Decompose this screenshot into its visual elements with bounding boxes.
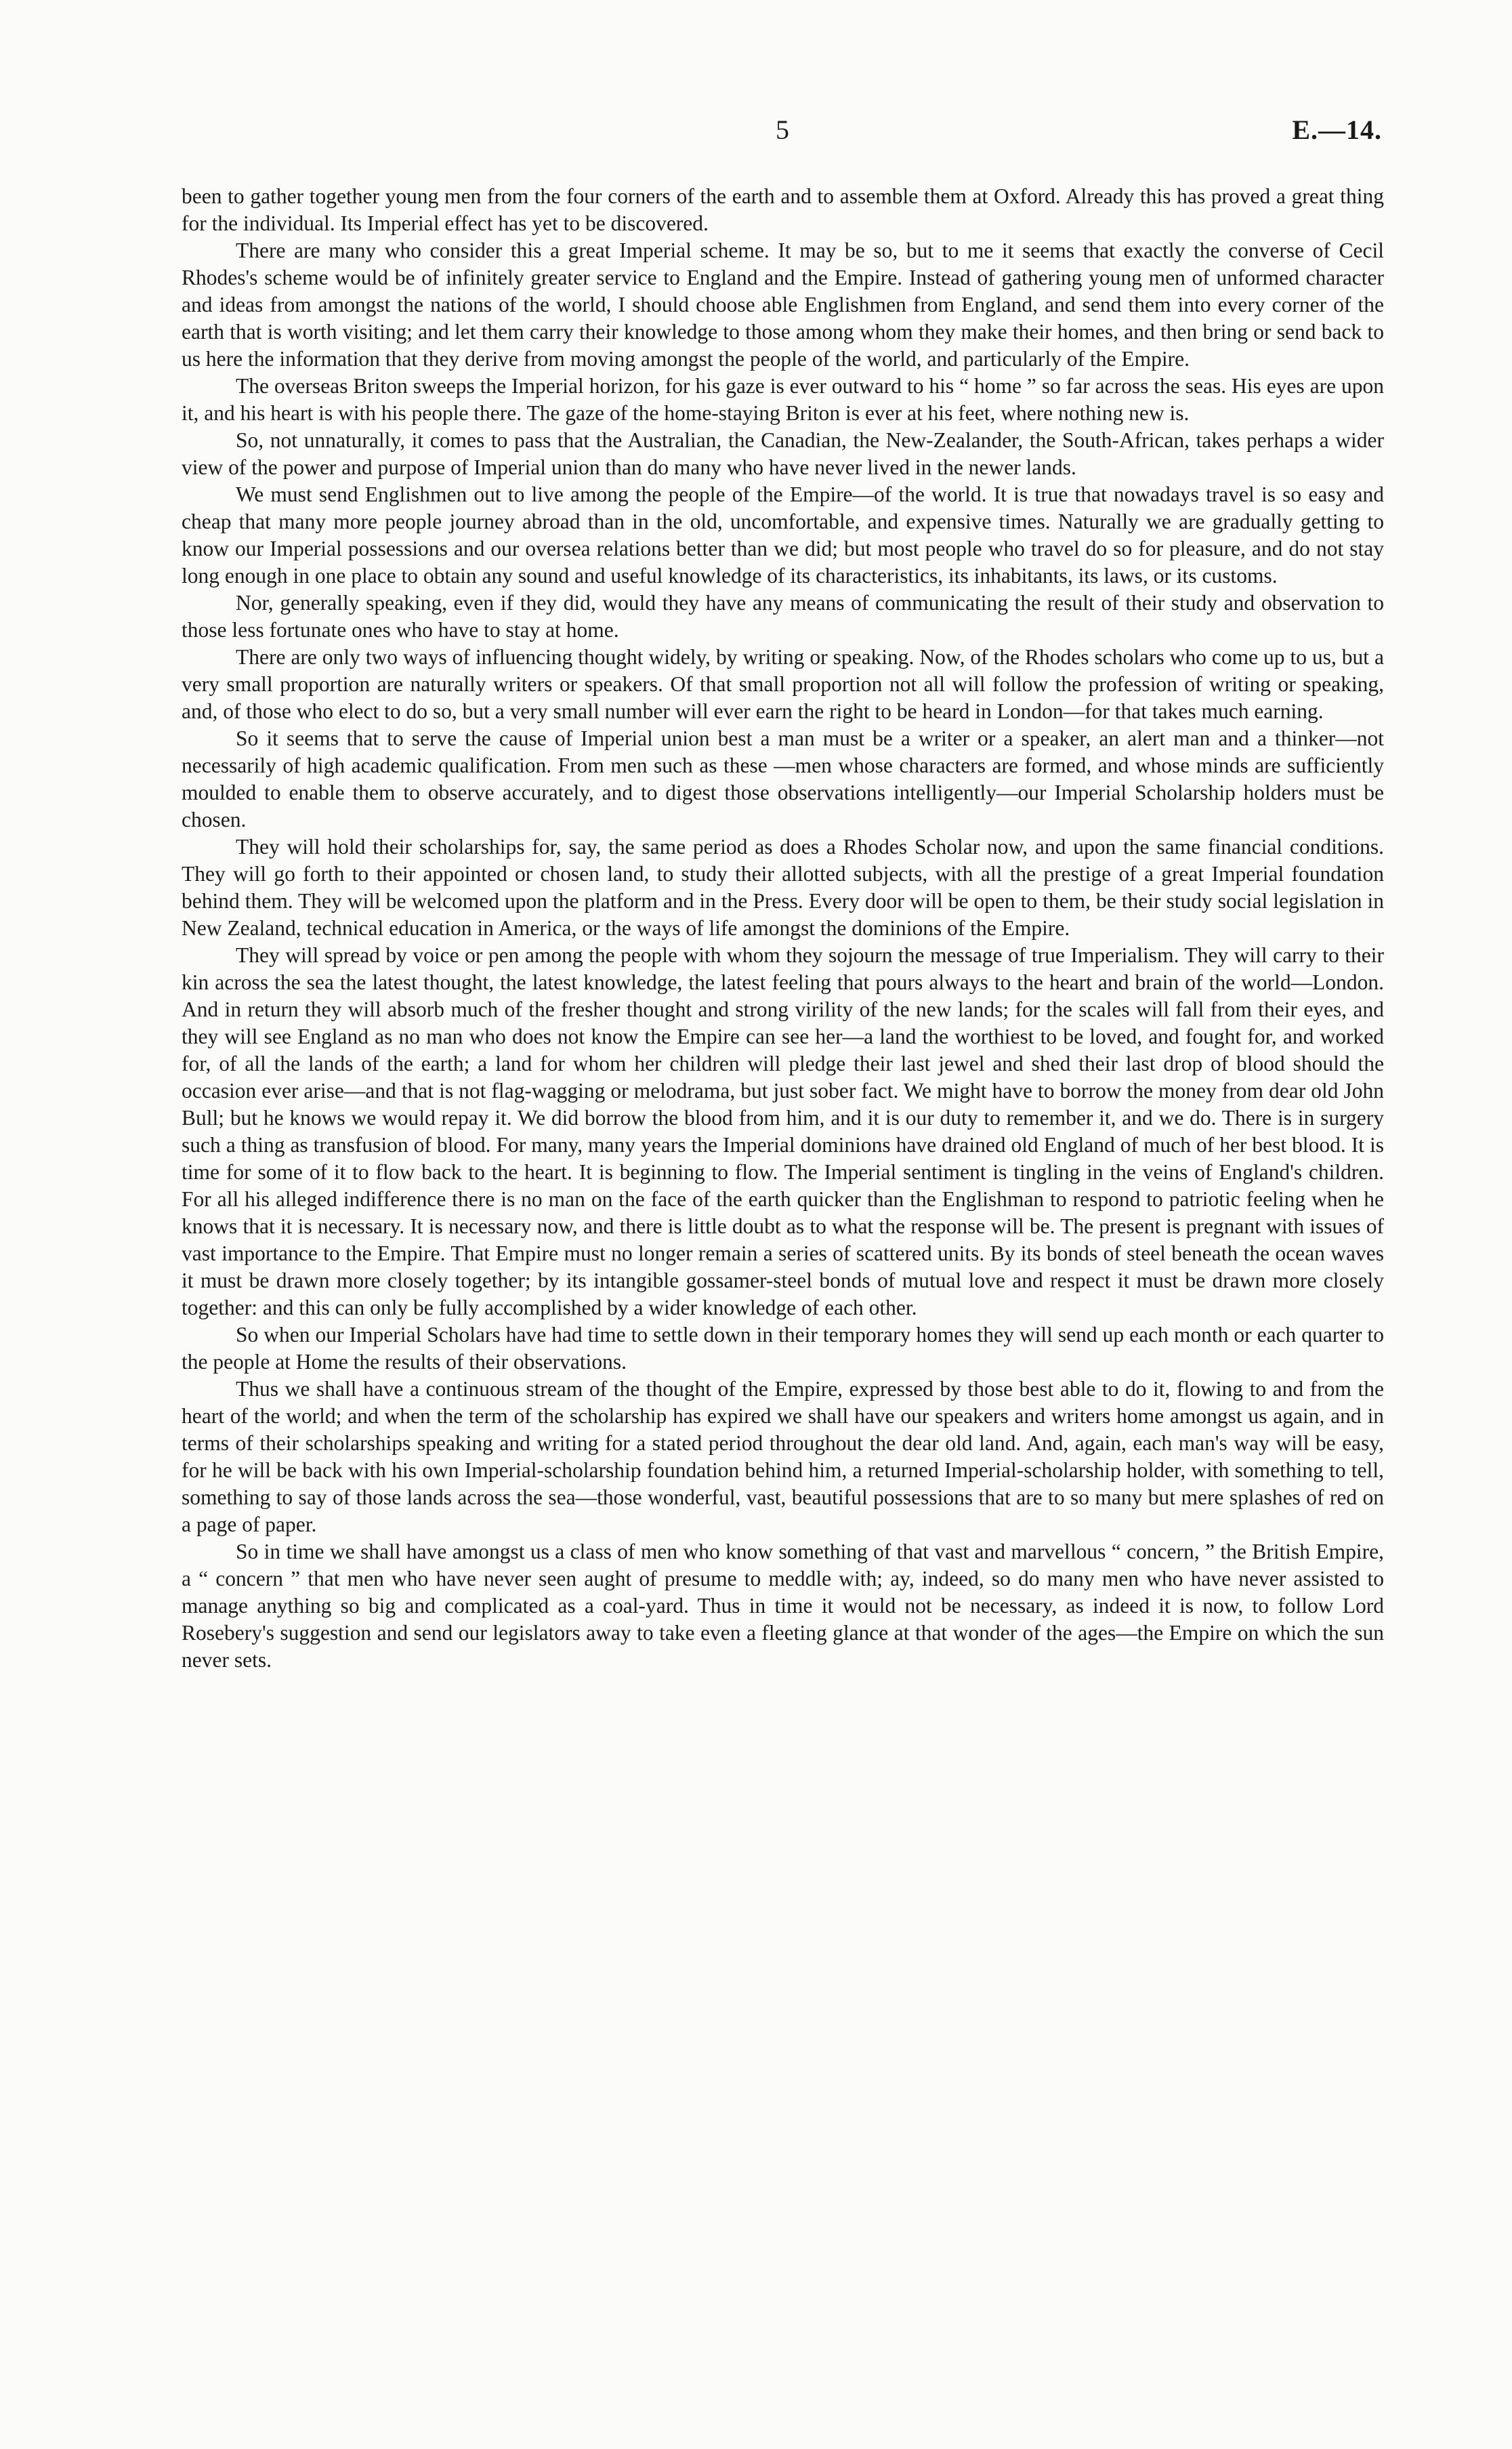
paragraph: Nor, generally speaking, even if they did, would they have any means of communicating the result of their study and observation to those less fortunate ones who have to stay at home. xyxy=(182,591,1384,642)
paragraph: We must send Englishmen out to live among the people of the Empire—of the world. It is true that nowadays travel is so easy and cheap that many more people journey abroad than in the old, uncomfortable, and expensive times. Naturally we are gradually getting to know our Imperial possessions and our oversea relations better than we did; but most people who travel do so for pleasure, and do not stay long enough in one place to obtain any sound and useful knowledge of its characteristics, its inhabitants, its laws, or its customs. xyxy=(182,482,1384,588)
paragraph: They will hold their scholarships for, say, the same period as does a Rhodes Scholar now, and upon the same financial conditions. They will go forth to their appointed or chosen land, to study their allotted subjects, with all the prestige of a great Imperial foundation behind them. They will be welcomed upon the platform and in the Press. Every door will be open to them, be their study social legislation in New Zealand, technical education in America, or the ways of life amongst the dominions of the Empire. xyxy=(182,835,1384,940)
paragraph: There are many who consider this a great Imperial scheme. It may be so, but to me it seems that exactly the converse of Cecil Rhodes's scheme would be of infinitely greater service to England and the Empire. Instead of gathering young men of unformed character and ideas from amongst the nations of the world, I should choose able Englishmen from England, and send them into every corner of the earth that is worth visiting; and let them carry their knowledge to those among whom they make their homes, and then bring or send back to us here the information that they derive from moving amongst the people of the world, and particularly of the Empire. xyxy=(182,239,1384,371)
paragraph: So in time we shall have amongst us a class of men who know something of that vast and marvellous “ concern, ” the British Empire, a “ concern ” that men who have never seen aught of presume to meddle with; ay, indeed, so do many men who have never assisted to manage anything so big and complicated as a coal-yard. Thus in time it would not be necessary, as indeed it is now, to follow Lord Rosebery's suggestion and send our legislators away to take even a fleeting glance at that wonder of the ages—the Empire on which the sun never sets. xyxy=(182,1540,1384,1672)
paragraph: been to gather together young men from the four corners of the earth and to assemble them at Oxford. Already this has proved a great thing for the individual. Its Imperial effect has yet to be discovered. xyxy=(182,184,1384,235)
paragraph: Thus we shall have a continuous stream of the thought of the Empire, expressed by those best able to do it, flowing to and from the heart of the world; and when the term of the scholarship has expired we shall have our speakers and writers home amongst us again, and in terms of their scholarships speaking and writing for a stated period throughout the dear old land. And, again, each man's way will be easy, for he will be back with his own Imperial-scholarship foundation behind him, a returned Imperial-scholarship holder, with something to tell, something to say of those lands across the sea—those wonderful, vast, beautiful possessions that are to so many but mere splashes of red on a page of paper. xyxy=(182,1377,1384,1536)
page-header xyxy=(183,114,1382,155)
paragraph: There are only two ways of influencing thought widely, by writing or speaking. Now, of the Rhodes scholars who come up to us, but a very small proportion are naturally writers or speakers. Of that small proportion not all will follow the profession of writing or speaking, and, of those who elect to do so, but a very small number will ever earn the right to be heard in London—for that takes much earning. xyxy=(182,645,1384,723)
body-text xyxy=(182,183,1384,1674)
paragraph: So it seems that to serve the cause of Imperial union best a man must be a writer or a speaker, an alert man and a thinker—not necessarily of high academic qualification. From men such as these —men whose characters are formed, and whose minds are sufficiently moulded to enable them to observe accurately, and to digest those observations intelligently—our Imperial Scholarship holders must be chosen. xyxy=(182,726,1384,831)
document-reference: E.—14. xyxy=(1292,115,1382,145)
paragraph: So when our Imperial Scholars have had time to settle down in their temporary homes they will send up each month or each quarter to the people at Home the results of their observations. xyxy=(182,1323,1384,1374)
page-number: 5 xyxy=(776,115,789,145)
paragraph: They will spread by voice or pen among the people with whom they sojourn the message of true Imperialism. They will carry to their kin across the sea the latest thought, the latest knowledge, the latest feeling that pours always to the heart and brain of the world—London. And in return they will absorb much of the fresher thought and strong virility of the new lands; for the scales will fall from their eyes, and they will see England as no man who does not know the Empire can see her—a land the worthiest to be loved, and fought for, and worked for, of all the lands of the earth; a land for whom her children will pledge their last jewel and shed their last drop of blood should the occasion ever arise—and that is not flag-wagging or melodrama, but just sober fact. We might have to borrow the money from dear old John Bull; but he knows we would repay it. We did borrow the blood from him, and it is our duty to remember it, and we do. There is in surgery such a thing as transfusion of blood. For many, many years the Imperial dominions have drained old England of much of her best blood. It is time for some of it to flow back to the heart. It is beginning to flow. The Imperial sentiment is tingling in the veins of England's children. For all his alleged indifference there is no man on the face of the earth quicker than the Englishman to respond to patriotic feeling when he knows that it is necessary. It is necessary now, and there is little doubt as to what the response will be. The present is pregnant with issues of vast importance to the Empire. That Empire must no longer remain a series of scattered units. By its bonds of steel beneath the ocean waves it must be drawn more closely together; by its intangible gossamer-steel bonds of mutual love and respect it must be drawn more closely together: and this can only be fully accomplished by a wider knowledge of each other. xyxy=(182,943,1384,1319)
paragraph: So, not unnaturally, it comes to pass that the Australian, the Canadian, the New-Zealander, the South-African, takes perhaps a wider view of the power and purpose of Imperial union than do many who have never lived in the newer lands. xyxy=(182,428,1384,479)
paragraph: The overseas Briton sweeps the Imperial horizon, for his gaze is ever outward to his “ home ” so far across the seas. His eyes are upon it, and his heart is with his people there. The gaze of the home-staying Briton is ever at his feet, where nothing new is. xyxy=(182,374,1384,425)
